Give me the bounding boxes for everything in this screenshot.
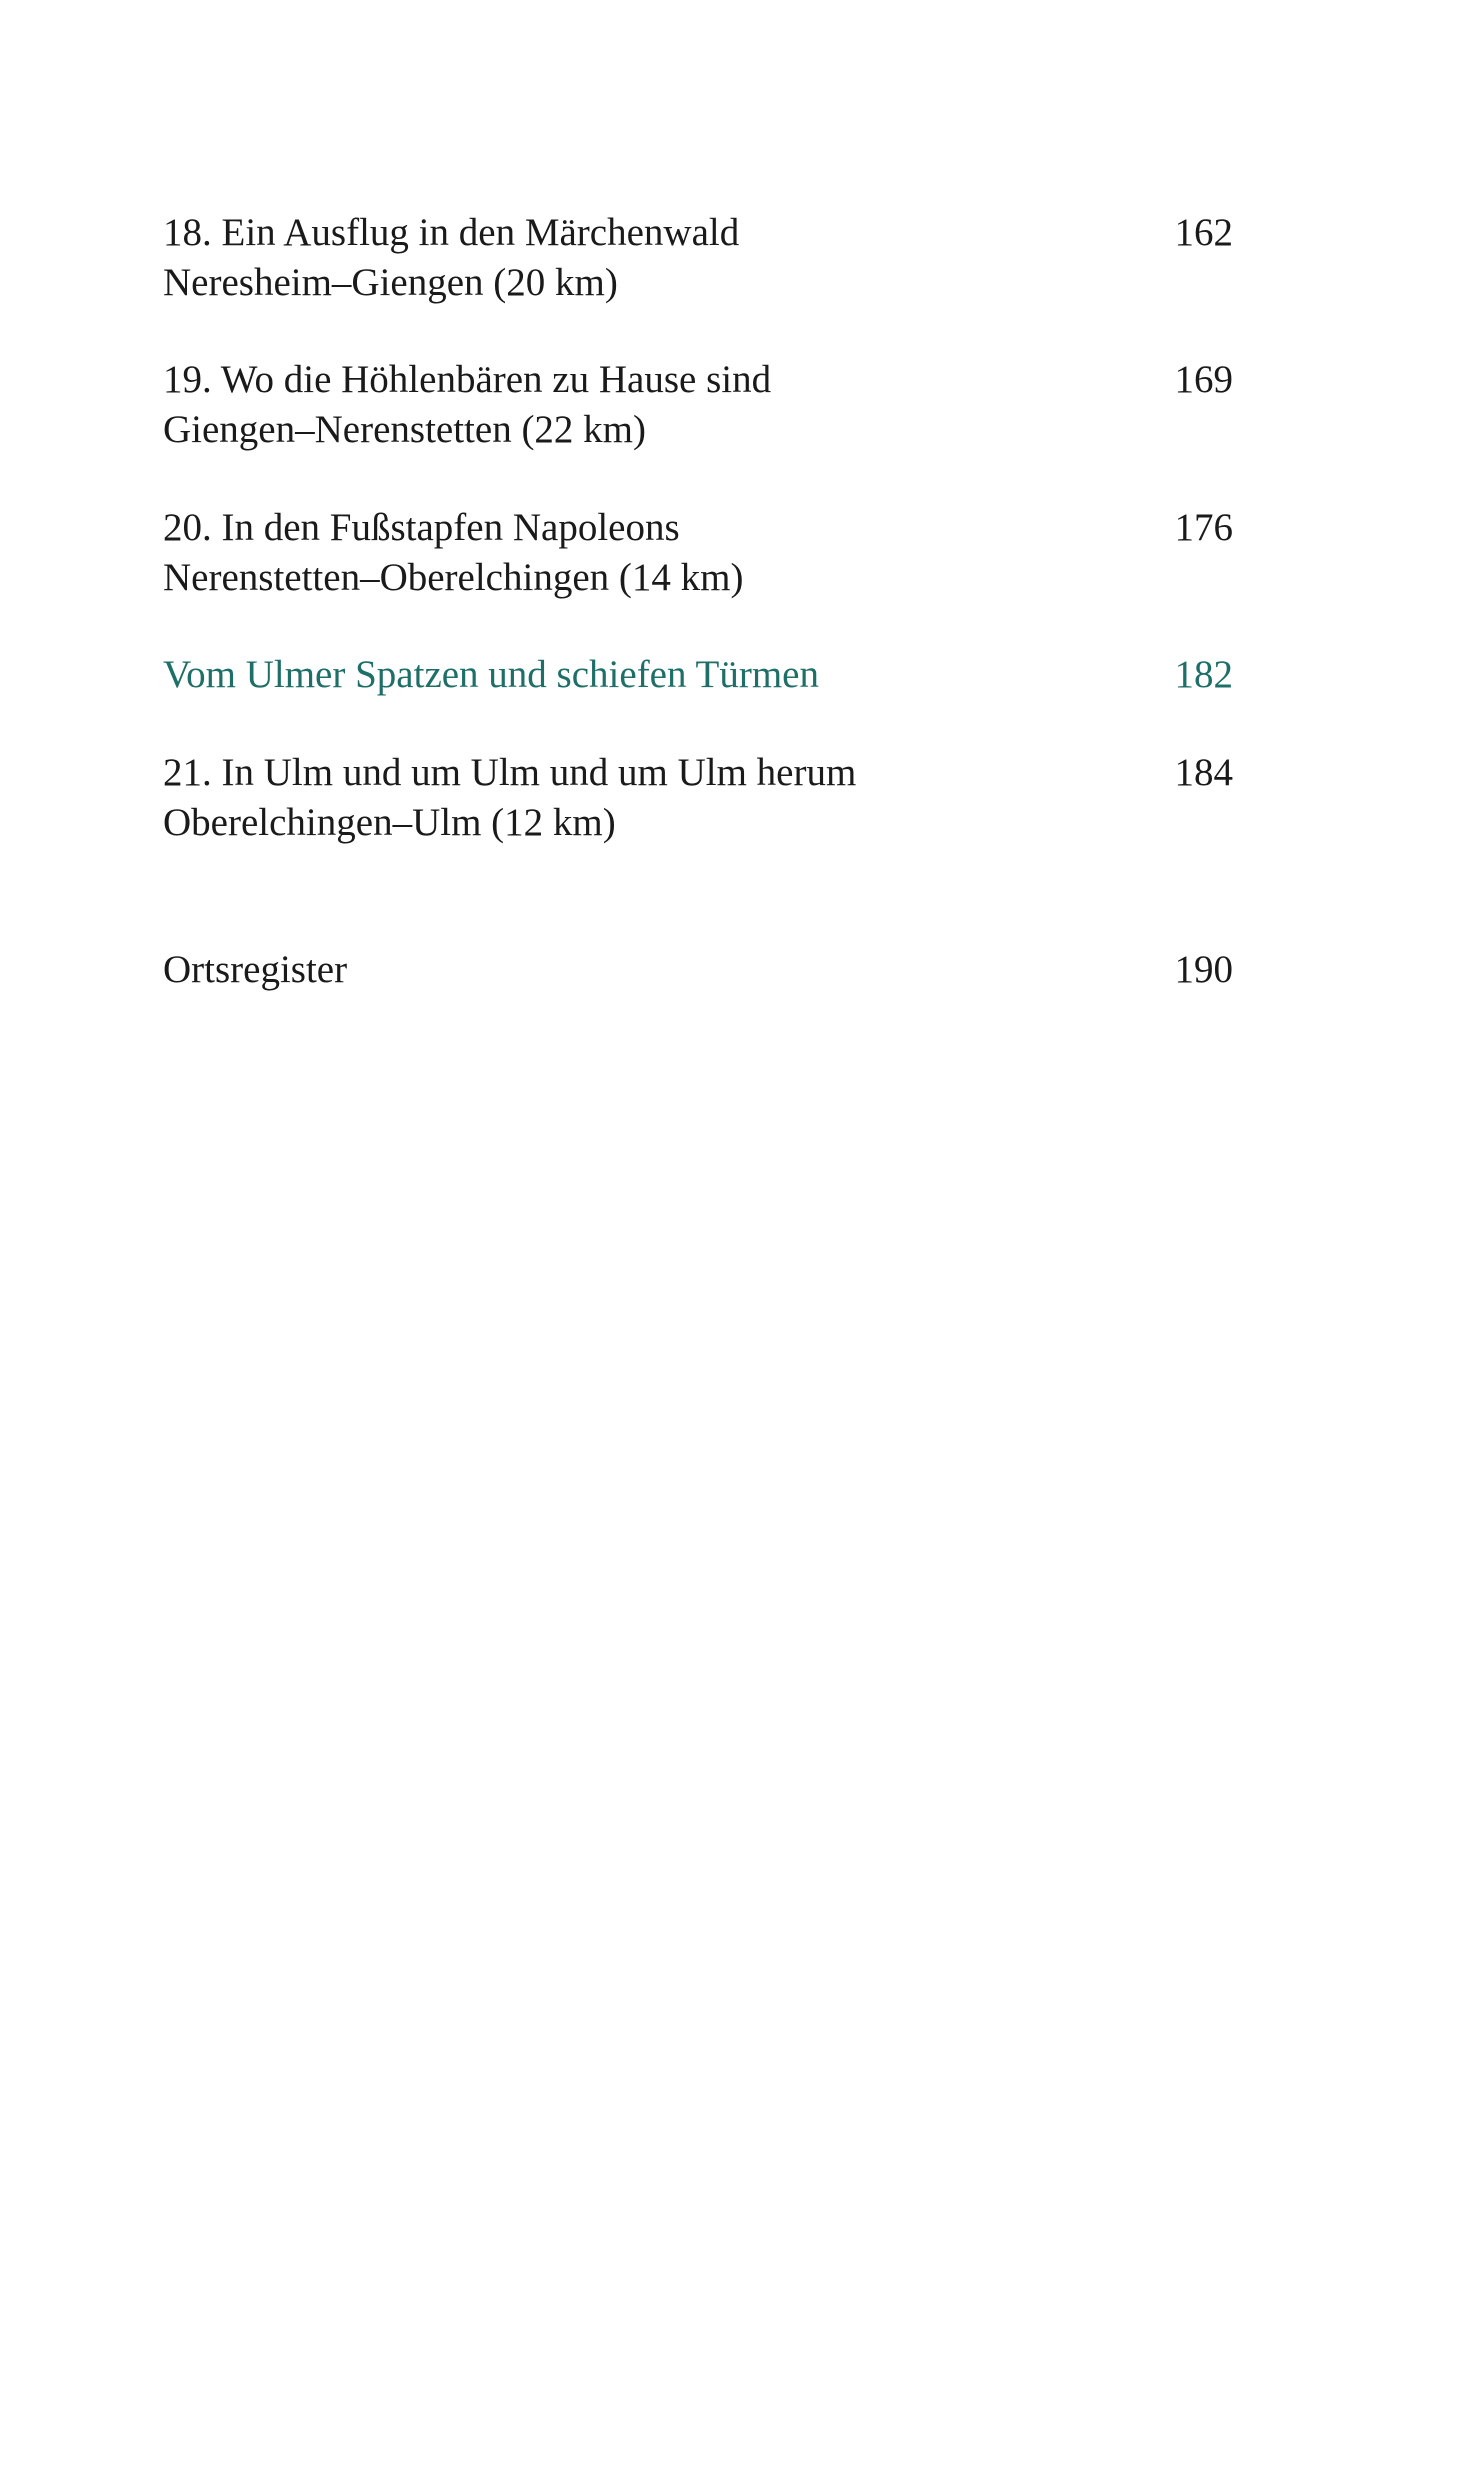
toc-entry-title-line [163,503,1233,553]
toc-entry-title-line [163,748,1233,798]
toc-entry-19[interactable] [163,355,1233,455]
toc-entry-title-line [163,355,1233,405]
toc-entry-title: 20. In den Fußstapfen Napoleons [163,506,680,549]
toc-entry-title-line [163,945,1233,995]
toc-entry-title: 21. In Ulm und um Ulm und um Ulm herum [163,751,857,794]
toc-entry-page-number: 162 [1174,211,1233,254]
toc-section-page-number: 182 [1174,653,1233,696]
toc-entry-route: Neresheim–Giengen (20 km) [163,261,618,304]
toc-entry-route-line [163,553,1233,603]
toc-entry-page-number: 184 [1174,751,1233,794]
toc-section-line [163,650,1233,700]
toc-entry-title: 19. Wo die Höhlenbären zu Hause sind [163,358,772,401]
toc-entry-route-line [163,405,1233,455]
toc-entry-21[interactable] [163,748,1233,848]
toc-entry-page-number: 190 [1174,948,1233,991]
toc-entry-page-number: 169 [1174,358,1233,401]
toc-entry-page-number: 176 [1174,506,1233,549]
toc-entry-route: Nerenstetten–Oberelchingen (14 km) [163,556,744,599]
toc-section-title: Vom Ulmer Spatzen und schiefen Türmen [163,653,819,696]
toc-entry-route: Oberelchingen–Ulm (12 km) [163,801,616,844]
toc-entry-route-line [163,258,1233,308]
toc-entry-title: Ortsregister [163,948,348,991]
toc-entry-route-line [163,798,1233,848]
toc-section-ulm[interactable] [163,650,1233,700]
toc-entry-title: 18. Ein Ausflug in den Märchenwald [163,211,740,254]
toc-entry-title-line [163,208,1233,258]
toc-entry-ortsregister[interactable] [163,945,1233,995]
toc-entry-18[interactable] [163,208,1233,308]
toc-entry-20[interactable] [163,503,1233,603]
toc-entry-route: Giengen–Nerenstetten (22 km) [163,408,647,451]
